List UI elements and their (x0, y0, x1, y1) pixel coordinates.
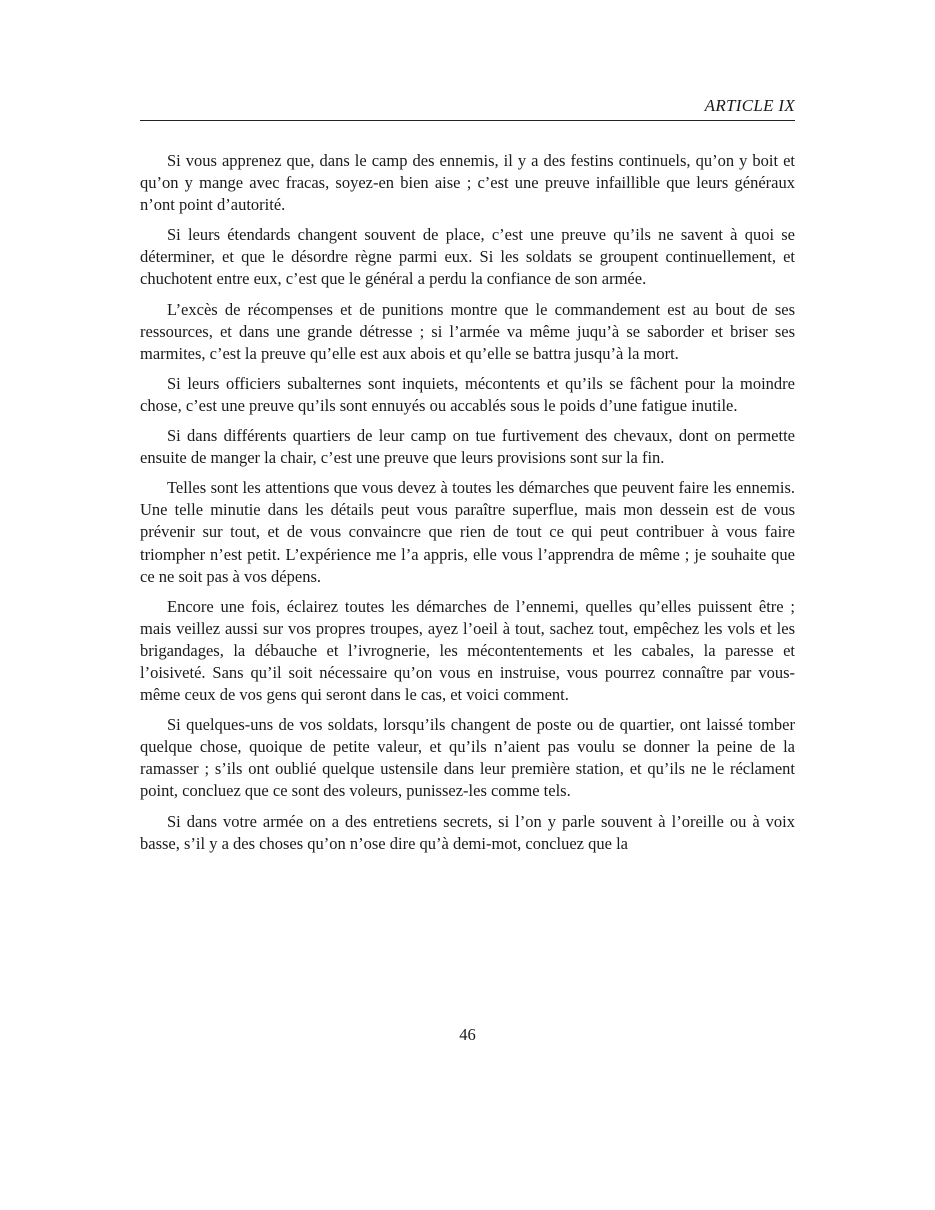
running-header (140, 94, 795, 121)
book-page (140, 0, 795, 1210)
paragraph-8: Si quelques-uns de vos soldats, lorsqu’ils changent de poste ou de quartier, ont laissé tomber quelque chose, quoique de petite valeur, et qu’ils n’aient pas voulu se donner la peine de la ramasser ; s’ils ont oublié quelque ustensile dans leur première station, et qu’ils ne le réclament point, concluez que ce sont des voleurs, punissez-les comme tels. (140, 715, 795, 801)
paragraph-7: Encore une fois, éclairez toutes les démarches de l’ennemi, quelles qu’elles puissent être ; mais veillez aussi sur vos propres troupes, ayez l’oeil à tout, sachez tout, empêchez les vols et les brigandages, la débauche et l’ivrognerie, les mécontentements et les cabales, la paresse et l’oisiveté. Sans qu’il soit nécessaire qu’on vous en instruise, vous pourrez connaître par vous-même ceux de vos gens qui seront dans le cas, et voici comment. (140, 596, 795, 705)
paragraph-5: Si dans différents quartiers de leur camp on tue furtivement des chevaux, dont on permette ensuite de manger la chair, c’est une preuve que leurs provisions sont sur la fin. (140, 426, 795, 468)
paragraph-2: Si leurs étendards changent souvent de place, c’est une preuve qu’ils ne savent à quoi se déterminer, et que le désordre règne parmi eux. Si les soldats se groupent continuellement, et chuchotent entre eux, c’est que le général a perdu la confiance de son armée. (140, 225, 795, 289)
paragraph-9: Si dans votre armée on a des entretiens secrets, si l’on y parle souvent à l’oreille ou à voix basse, s’il y a des choses qu’on n’ose dire qu’à demi-mot, concluez que la (140, 811, 795, 853)
paragraph-3: L’excès de récompenses et de punitions montre que le commandement est au bout de ses ressources, et dans une grande détresse ; si l’armée va même juqu’à se saborder et briser ses marmites, c’est la preuve qu’elle est aux abois et qu’elle se battra jusqu’à la mort. (140, 299, 795, 363)
body-text (140, 150, 795, 863)
paragraph-1: Si vous apprenez que, dans le camp des ennemis, il y a des festins continuels, qu’on y boit et qu’on y mange avec fracas, soyez-en bien aise ; c’est une preuve infaillible que leurs généraux n’ont point d’autorité. (140, 151, 795, 215)
chapter-title: ARTICLE IX (704, 96, 795, 115)
paragraph-4: Si leurs officiers subalternes sont inquiets, mécontents et qu’ils se fâchent pour la moindre chose, c’est une preuve qu’ils sont ennuyés ou accablés sous le poids d’une fatigue inutile. (140, 373, 795, 415)
paragraph-6: Telles sont les attentions que vous devez à toutes les démarches que peuvent faire les ennemis. Une telle minutie dans les détails peut vous paraître superflue, mais mon dessein est de vous prévenir sur tout, et de vous convaincre que rien de tout ce qui peut contribuer à vous faire triompher n’est petit. L’expérience me l’a appris, elle vous l’apprendra de même ; je souhaite que ce ne soit pas à vos dépens. (140, 478, 795, 586)
page-number: 46 (459, 1025, 476, 1044)
